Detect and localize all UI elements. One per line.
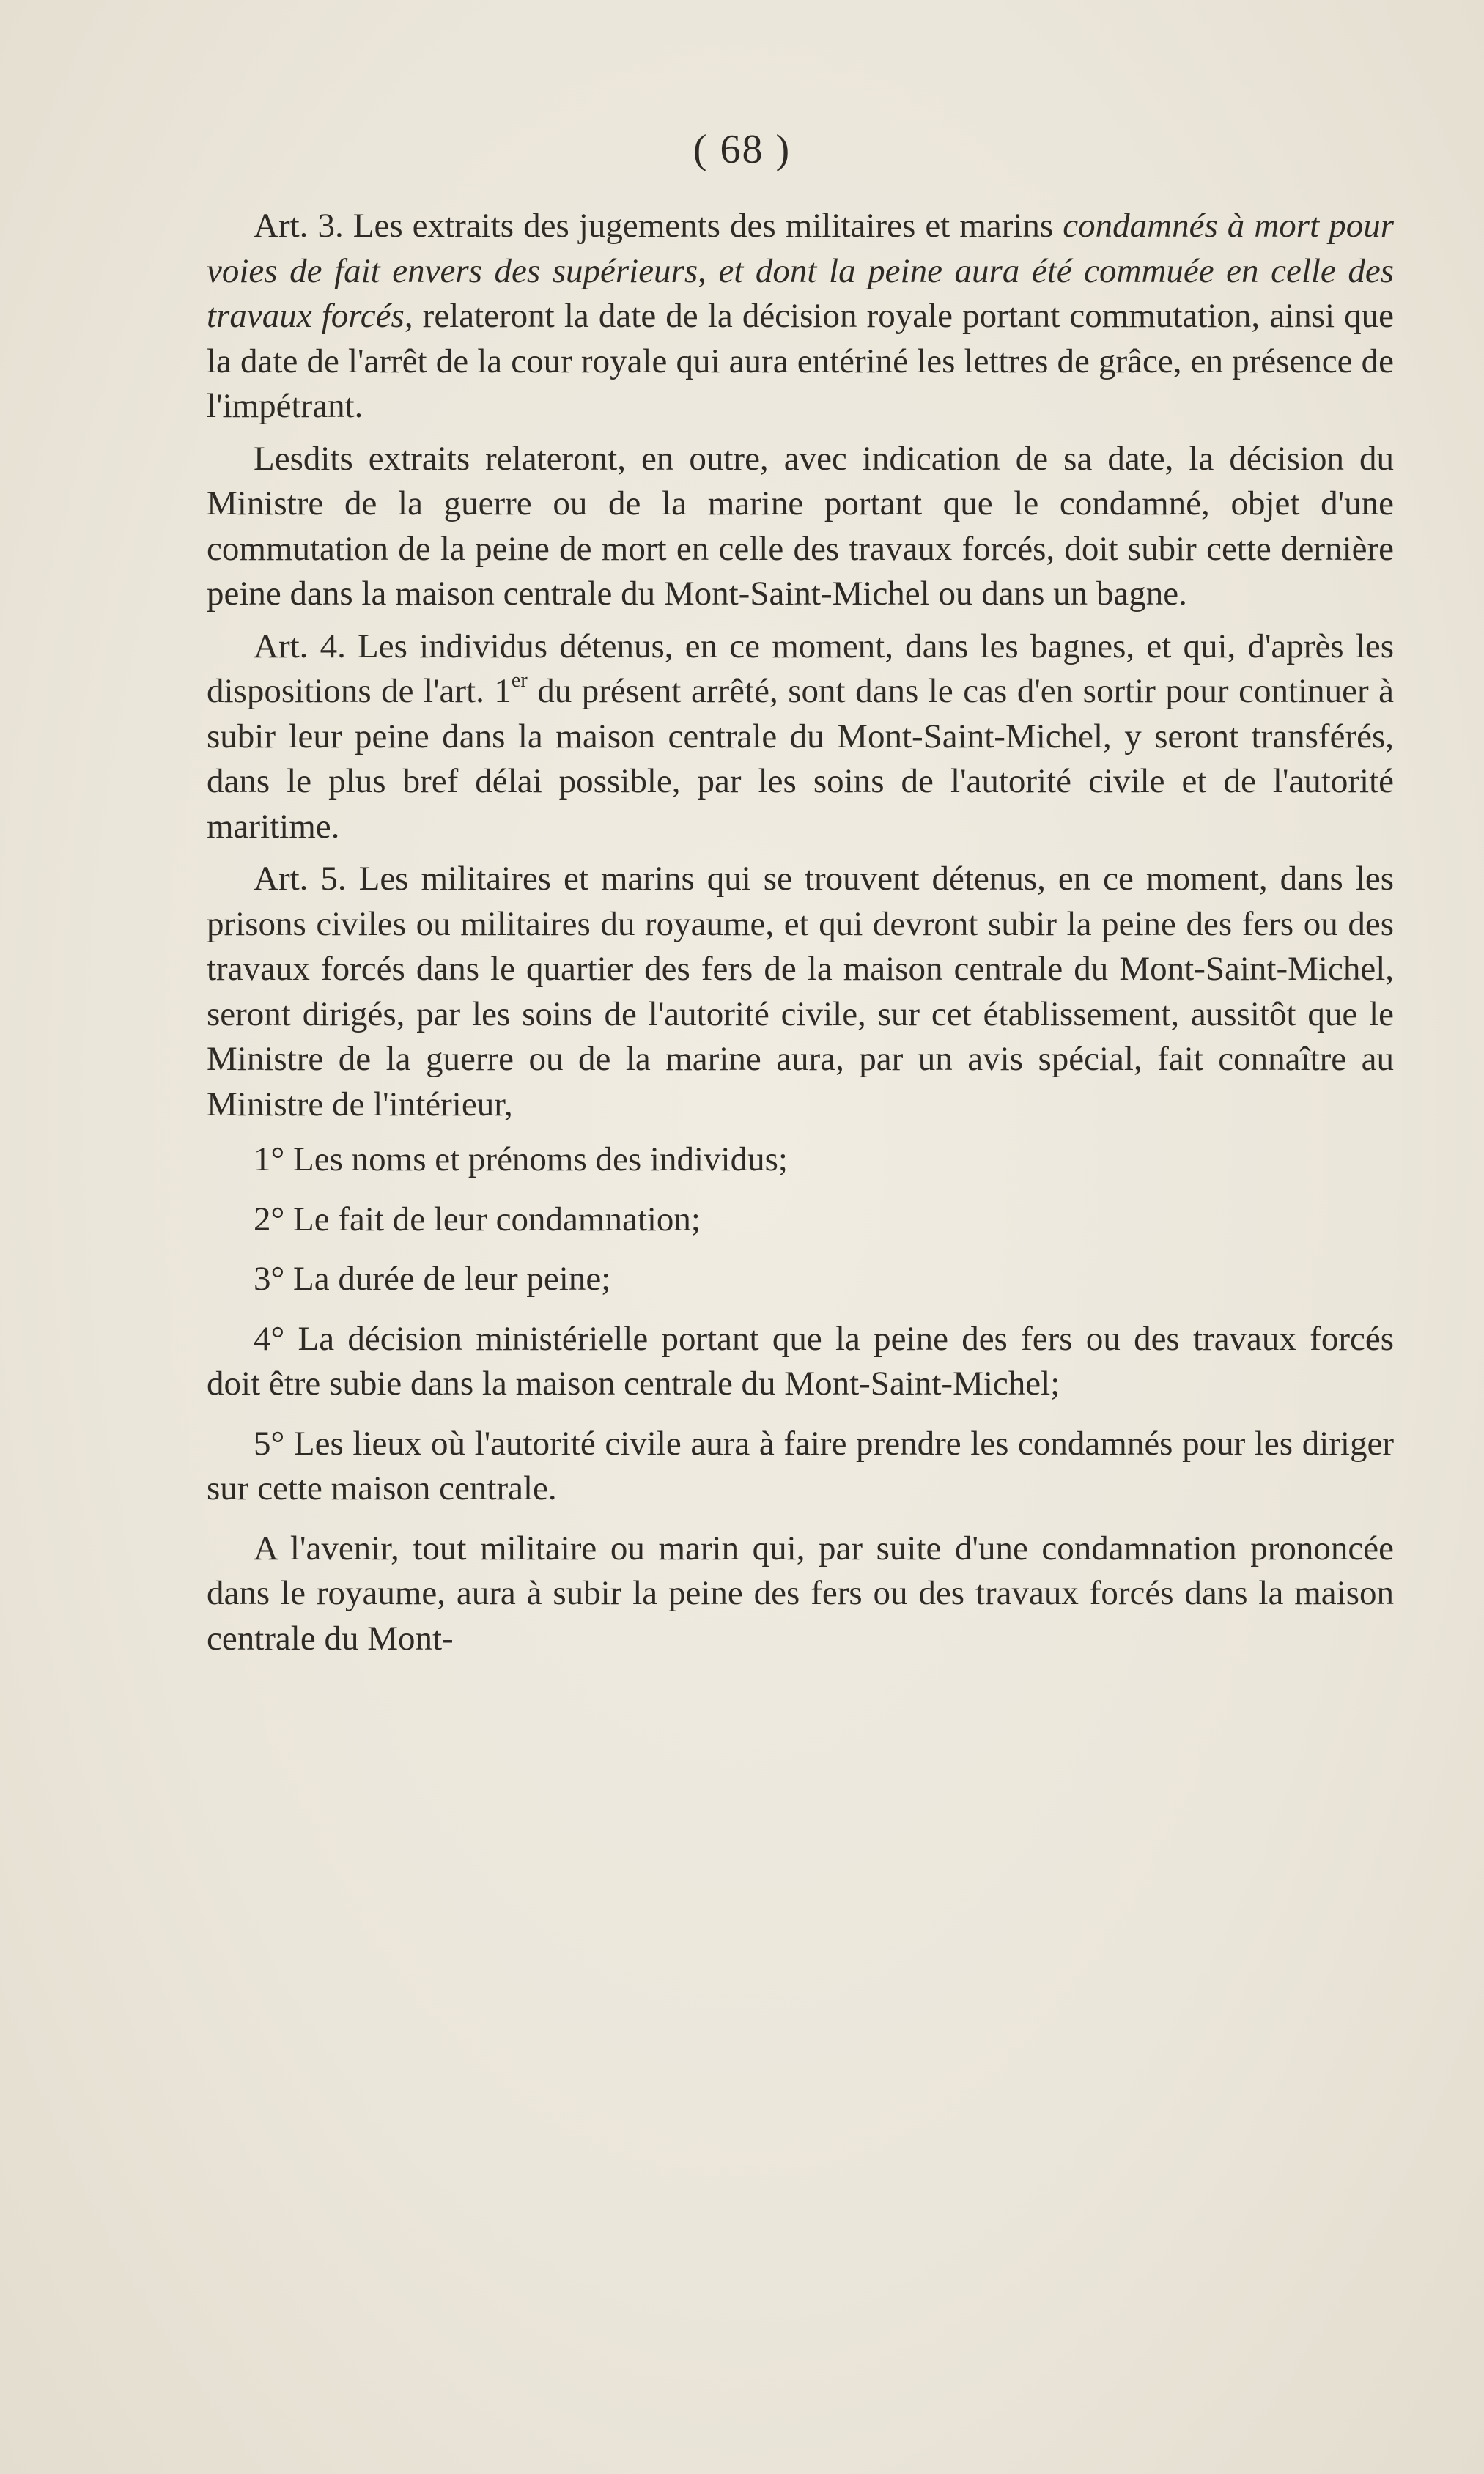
article-3-italic-commuted: et dont la peine aura été commuée en celle des travaux forcés [207,251,1395,335]
article-5-paragraph: Art. 5. Les militaires et marins qui se trouvent détenus, en ce moment, dans les prisons civiles ou militaires du royaume, et qui devront subir la peine des fers ou des travaux forcés dans le quartier des fers de la maison centrale du Mont-Saint-Michel, seront dirigés, par les soins de l'autorité civile, sur cet établissement, aussitôt que le Ministre de la guerre ou de la marine aura, par un avis spécial, fait connaître au Ministre de l'intérieur, [207,860,1394,1123]
article-3-italic-condemned: condamnés à mort pour voies de fait envers des supérieurs [207,207,1394,290]
article-4-superscript: er [511,669,528,693]
article-3-paragraph-2: Lesdits extraits relateront, en outre, avec indication de sa date, la décision du Ministre de la guerre ou de la marine portant que le condamné, objet d'une commutation de la peine de mort en celle des travaux forcés, doit subir cette dernière peine dans la maison centrale du Mont-Saint-Michel ou dans un bagne. [207,439,1394,613]
article-3-text-c: , relateront la date de la décision royale portant commutation, ainsi que la date de l'arrêt de la cour royale qui aura entériné les lettres de grâce, en présence de l'impétrant. [207,297,1394,425]
list-item-1: 1° Les noms et prénoms des individus; [254,1140,788,1178]
article-3-paragraph-1 [207,204,1394,429]
final-paragraph: A l'avenir, tout militaire ou marin qui, par suite d'une condamnation prononcée dans le royaume, aura à subir la peine des fers ou des travaux forcés dans la maison centrale du Mont- [207,1529,1394,1658]
list-item-2: 2° Le fait de leur condamnation; [254,1200,701,1238]
list-item-3: 3° La durée de leur peine; [254,1260,611,1298]
page-body [207,204,1394,1661]
article-4-paragraph [207,624,1394,850]
article-3-text-b: , [698,251,719,290]
page-number: ( 68 ) [693,127,791,172]
list-item-5: 5° Les lieux où l'autorité civile aura à faire prendre les condamnés pour les diriger sur cette maison centrale. [207,1424,1394,1507]
list-item-4: 4° La décision ministérielle portant que la peine des fers ou des travaux forcés doit être subie dans la maison centrale du Mont-Saint-Michel; [207,1319,1394,1403]
article-4-text-a: Art. 4. Les individus détenus, en ce moment, dans les bagnes, et qui, d'après les dispositions de l'art. 1 [207,627,1394,710]
article-5-list [207,1137,1394,1661]
article-3-text-a: Art. 3. Les extraits des jugements des militaires et marins [254,207,1063,245]
article-4-text-b: du présent arrêté, sont dans le cas d'en sortir pour continuer à subir leur peine dans la maison centrale du Mont-Saint-Michel, y seront transférés, dans le plus bref délai possible, par les soins de l'autorité civile et de l'autorité maritime. [207,672,1394,846]
